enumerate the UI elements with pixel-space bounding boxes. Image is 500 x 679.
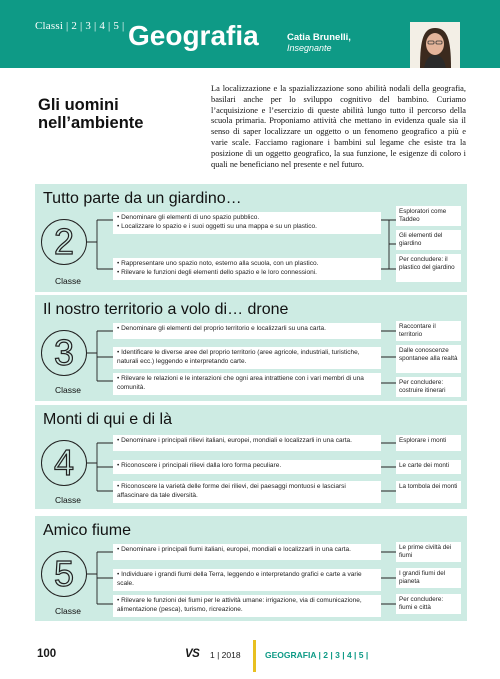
objective-item: • Denominare gli elementi di uno spazio pubblico. xyxy=(117,214,377,223)
issue-number: 1 | 2018 xyxy=(210,650,241,660)
author-role: Insegnante xyxy=(287,43,332,53)
panel-classe-2 xyxy=(35,184,467,292)
objective-item: • Denominare gli elementi del proprio territorio e localizzarli su una carta. xyxy=(117,325,377,334)
article-title-line-1: Gli uomini xyxy=(38,96,119,114)
objectives-row xyxy=(113,212,381,234)
class-number-5: 5 xyxy=(41,551,87,597)
objectives-row xyxy=(113,258,381,280)
panel-title: Il nostro territorio a volo di… drone xyxy=(43,301,289,318)
objective-item: • Rilevare le funzioni dei fiumi per le attività umane: irrigazione, via di comunicazione, alimentazione (pesca), turismo, ricreazione. xyxy=(117,597,377,614)
magazine-logo: VS xyxy=(185,648,200,660)
objectives-row xyxy=(113,347,381,369)
activity-box: Per concludere: il plastico del giardino xyxy=(396,254,461,282)
objective-item: • Riconoscere la varietà delle forme dei rilievi, dei paesaggi montuosi e lasciarsi affascinare da tale diversità. xyxy=(117,483,377,500)
author-name: Catia Brunelli, xyxy=(287,32,351,43)
activity-box: La tombola dei monti xyxy=(396,481,461,503)
objective-item: • Riconoscere i principali rilievi dalla loro forma peculiare. xyxy=(117,462,377,471)
panel-classe-4 xyxy=(35,405,467,509)
author-photo xyxy=(410,22,460,68)
objectives-row xyxy=(113,569,381,591)
panel-title: Tutto parte da un giardino… xyxy=(43,190,242,207)
activity-box: Le prime civiltà dei fiumi xyxy=(396,542,461,562)
activity-box: Gli elementi del giardino xyxy=(396,230,461,250)
activity-box: Esploratori come Taddeo xyxy=(396,206,461,226)
page-number: 100 xyxy=(37,648,57,660)
class-number-3: 3 xyxy=(41,330,87,376)
header-bar xyxy=(0,0,500,68)
objectives-row xyxy=(113,373,381,395)
article-intro: La localizzazione e la spazializzazione sono abilità nodali della geografia, basilari anche per lo sviluppo cognitivo del bambino. Curiamo l’acquisizione e l’esercizio di queste abilità lungo tutto il percorso della scuola primaria. Proponiamo attività che mettano in evidenza quale sia il senso di saper localizzare un oggetto o un fenomeno geografico a più e varie scale. Facciamo ragionare i bambini sul legame che esiste tra la posizione di un oggetto geografico, la sua funzione, le esigenze di coloro i quali ne beneficiano nel presente e nel futuro. xyxy=(211,84,466,169)
objectives-row xyxy=(113,481,381,503)
panel-title: Monti di qui e di là xyxy=(43,411,172,428)
activity-box: Raccontare il territorio xyxy=(396,321,461,341)
panel-classe-5 xyxy=(35,516,467,621)
class-number-4: 4 xyxy=(41,440,87,486)
classe-label: Classe xyxy=(55,276,81,286)
activity-box: Per concludere: costruire itinerari xyxy=(396,377,461,397)
objective-item: • Rappresentare uno spazio noto, esterno alla scuola, con un plastico. xyxy=(117,260,377,269)
activity-box: Per concludere: fiumi e città xyxy=(396,594,461,614)
footer-section-name: GEOGRAFIA xyxy=(265,650,317,660)
classe-label: Classe xyxy=(55,606,81,616)
panel-classe-3 xyxy=(35,295,467,401)
objective-item: • Rilevare le funzioni degli elementi dello spazio e le loro connessioni. xyxy=(117,269,377,278)
objective-item: • Individuare i grandi fiumi della Terra, leggendo e interpretando grafici e carte a varie scale. xyxy=(117,571,377,588)
activity-box: Esplorare i monti xyxy=(396,435,461,451)
footer-divider xyxy=(253,640,256,672)
activity-box: Dalle conoscenze spontanee alla realtà xyxy=(396,345,461,373)
footer-section-classes: | 2 | 3 | 4 | 5 | xyxy=(318,650,369,660)
article-title-line-2: nell’ambiente xyxy=(38,114,144,132)
objectives-row xyxy=(113,323,381,339)
class-number-2: 2 xyxy=(41,219,87,265)
objective-item: • Rilevare le relazioni e le interazioni che ogni area intrattiene con i vari membri di una comunità. xyxy=(117,375,377,392)
panel-title: Amico fiume xyxy=(43,522,132,539)
objective-item: • Denominare i principali rilievi italiani, europei, mondiali e localizzarli in una carta. xyxy=(117,437,377,446)
classes-label: Classi | 2 | 3 | 4 | 5 | xyxy=(35,20,125,32)
classe-label: Classe xyxy=(55,495,81,505)
objectives-row xyxy=(113,544,381,560)
activity-box: I grandi fiumi del pianeta xyxy=(396,568,461,588)
objective-item: • Denominare i principali fiumi italiani, europei, mondiali e localizzarli in una carta. xyxy=(117,546,377,555)
section-title: Geografia xyxy=(128,20,259,51)
objective-item: • Localizzare lo spazio e i suoi oggetti su una mappa e su un plastico. xyxy=(117,223,377,232)
objectives-row xyxy=(113,595,381,617)
footer-section xyxy=(265,650,368,660)
activity-box: Le carte dei monti xyxy=(396,460,461,474)
objectives-row xyxy=(113,460,381,474)
objective-item: • Identificare le diverse aree del proprio territorio (aree agricole, industriali, turistiche, naturali ecc.) leggendo e interpretando carte. xyxy=(117,349,377,366)
objectives-row xyxy=(113,435,381,451)
classe-label: Classe xyxy=(55,385,81,395)
article-title xyxy=(38,96,198,132)
